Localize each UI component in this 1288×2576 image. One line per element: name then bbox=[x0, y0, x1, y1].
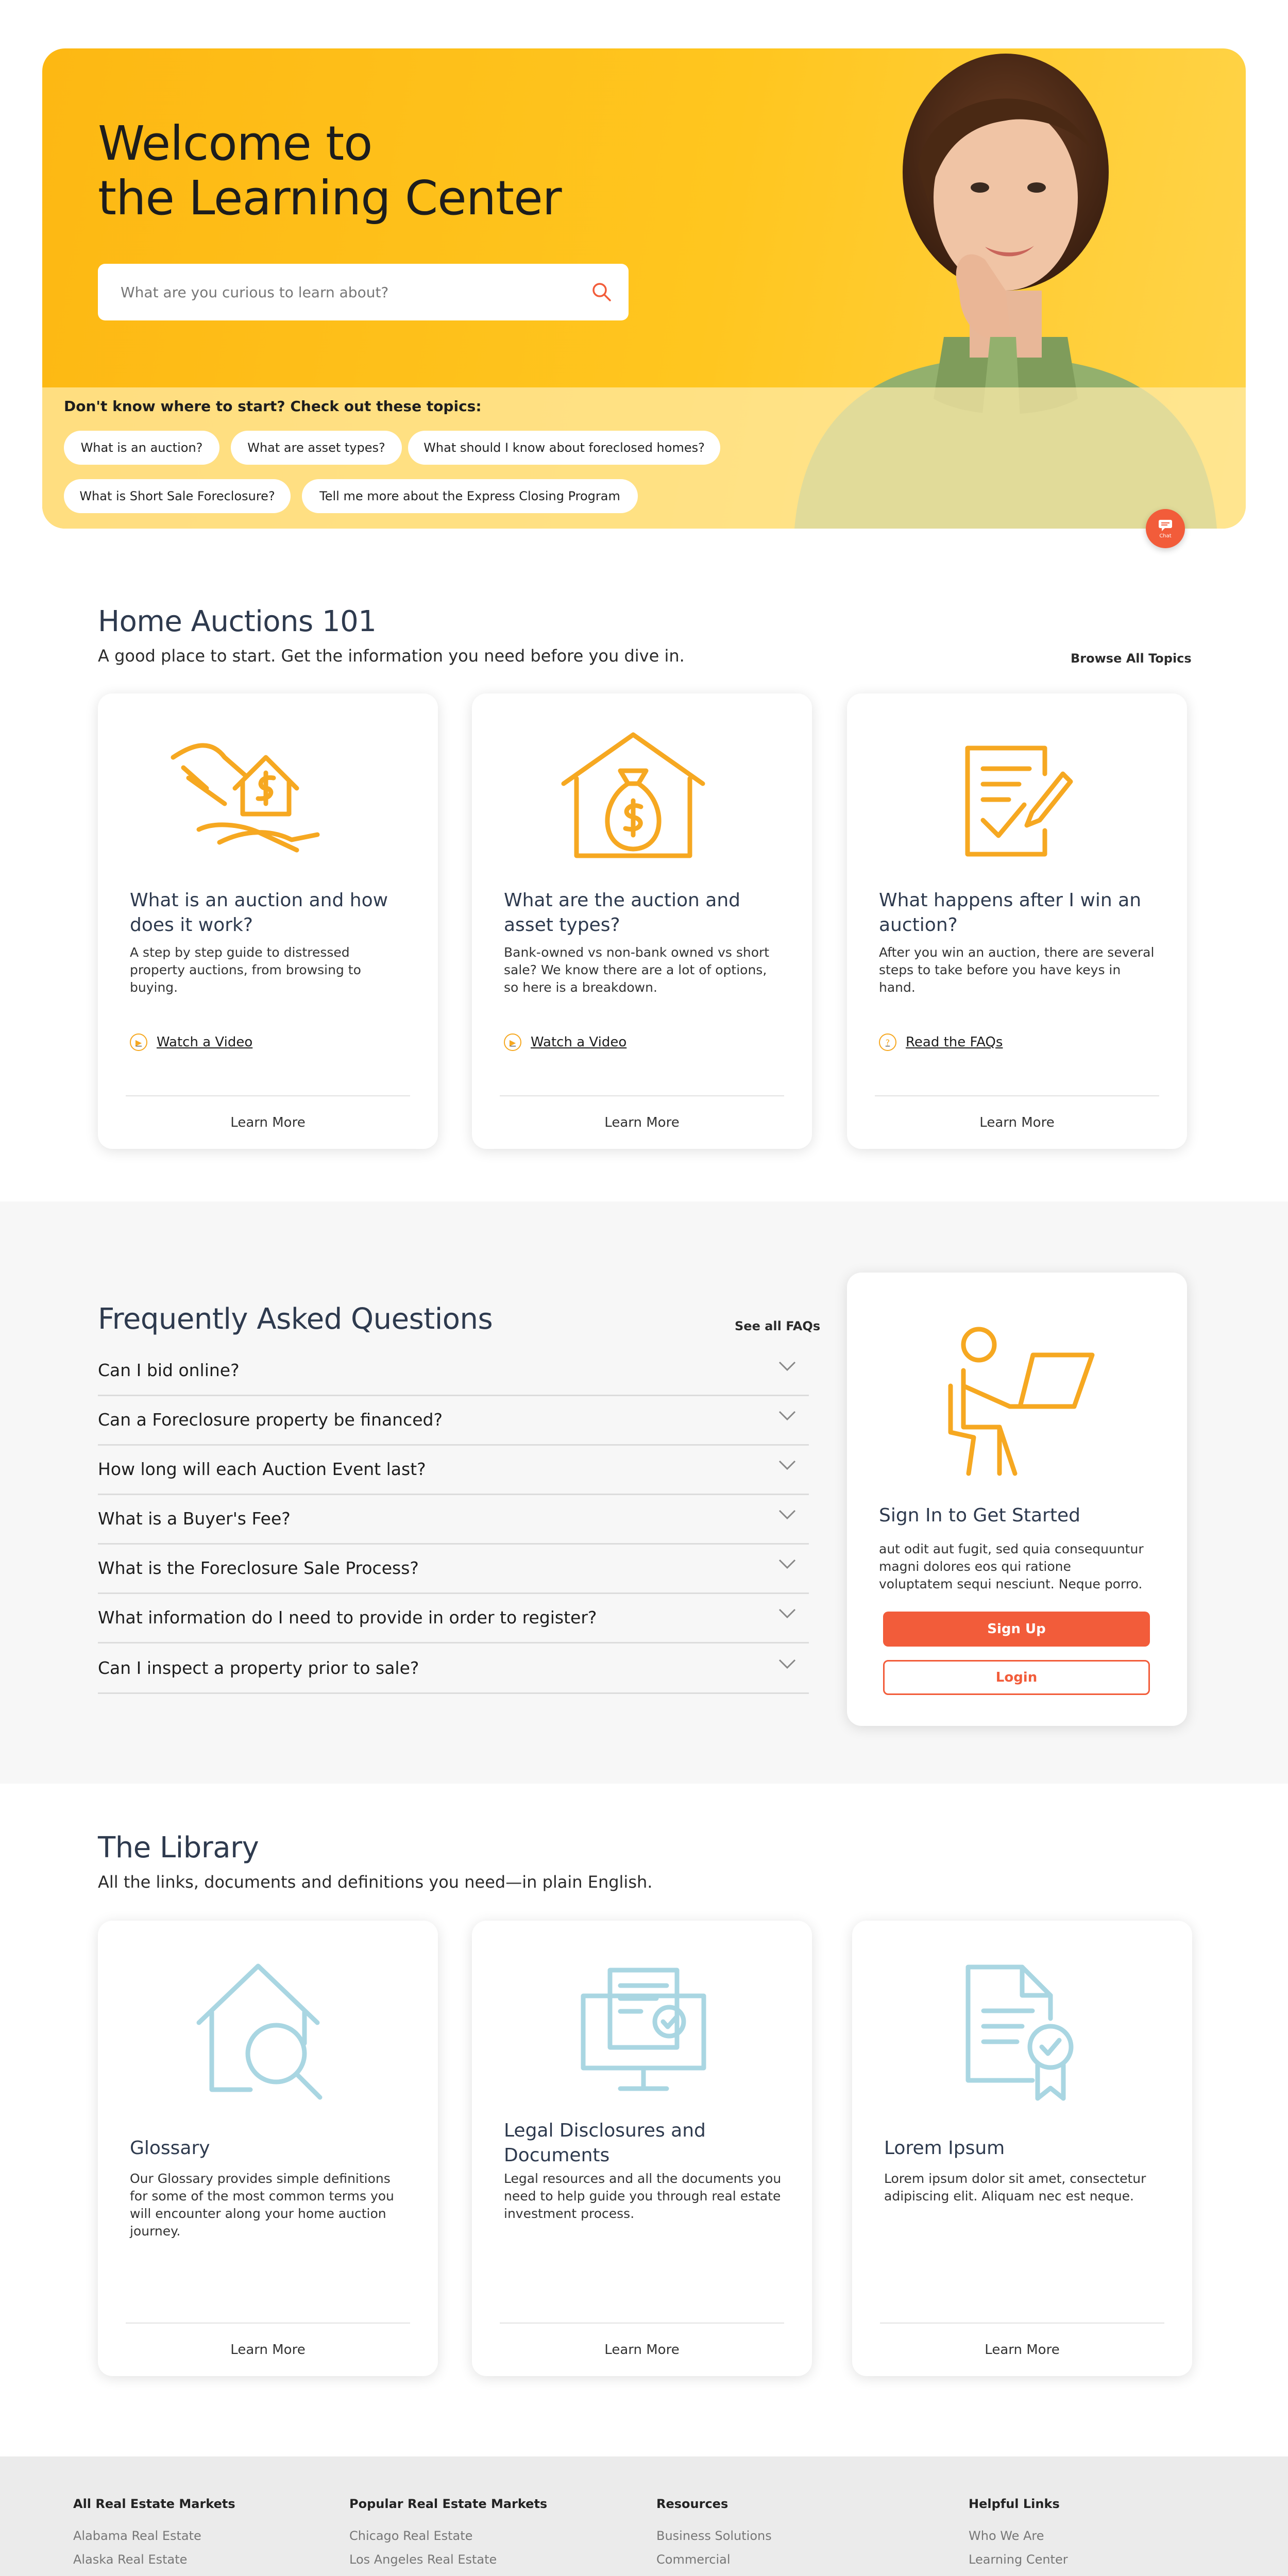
topic-pill-short-sale[interactable]: What is Short Sale Foreclosure? bbox=[64, 479, 291, 513]
card-title: What are the auction and asset types? bbox=[504, 890, 741, 936]
faq-item[interactable] bbox=[98, 1347, 809, 1396]
faq-question: How long will each Auction Event last? bbox=[98, 1459, 426, 1479]
card-divider bbox=[126, 1095, 410, 1096]
document-pen-icon bbox=[962, 743, 1076, 859]
question-icon: ? bbox=[879, 1033, 896, 1051]
footer-heading: All Real Estate Markets bbox=[73, 2497, 235, 2511]
watch-video-label: Watch a Video bbox=[157, 1035, 253, 1050]
auction-card-how-it-works[interactable] bbox=[98, 693, 438, 1149]
auction-card-after-win[interactable] bbox=[847, 693, 1187, 1149]
chevron-down-icon bbox=[778, 1360, 796, 1372]
footer-link[interactable]: Los Angeles Real Estate bbox=[349, 2552, 497, 2567]
watch-video-label: Watch a Video bbox=[531, 1035, 627, 1050]
card-divider bbox=[500, 1095, 784, 1096]
play-icon: ▶ bbox=[130, 1033, 147, 1051]
chevron-down-icon bbox=[778, 1410, 796, 1422]
sign-in-title: Sign In to Get Started bbox=[879, 1505, 1080, 1526]
card-body: After you win an auction, there are several steps to take before you have keys in hand. bbox=[879, 945, 1155, 995]
footer-link[interactable]: Chicago Real Estate bbox=[349, 2529, 473, 2543]
certificate-monitor-icon bbox=[579, 1965, 708, 2094]
library-card-lorem[interactable] bbox=[852, 1921, 1192, 2376]
library-subtitle: All the links, documents and definitions you need—in plain English. bbox=[98, 1872, 653, 1892]
library-card-glossary[interactable] bbox=[98, 1921, 438, 2376]
faq-question: What is a Buyer's Fee? bbox=[98, 1509, 291, 1529]
card-title: Legal Disclosures and Documents bbox=[504, 2120, 706, 2166]
faq-item[interactable] bbox=[98, 1446, 809, 1495]
house-money-bag-icon bbox=[558, 730, 708, 863]
chevron-down-icon bbox=[778, 1658, 796, 1670]
footer-heading: Resources bbox=[656, 2497, 728, 2511]
faq-question: Can a Foreclosure property be financed? bbox=[98, 1410, 443, 1430]
footer-link[interactable]: Alabama Real Estate bbox=[73, 2529, 201, 2543]
hero-title bbox=[98, 116, 562, 226]
card-body: Bank-owned vs non-bank owned vs short sale? We know there are a lot of options, so here is a breakdown. bbox=[504, 945, 770, 995]
card-body: Our Glossary provides simple definitions for some of the most common terms you will encounter along your home auction journey. bbox=[130, 2171, 394, 2239]
footer-link[interactable]: Learning Center bbox=[969, 2552, 1068, 2567]
watch-video-link[interactable] bbox=[504, 1033, 626, 1051]
chevron-down-icon bbox=[778, 1459, 796, 1471]
footer bbox=[0, 2456, 1288, 2576]
card-title: What is an auction and how does it work? bbox=[130, 890, 388, 936]
chevron-down-icon bbox=[778, 1558, 796, 1570]
hero-title-line-1: Welcome to bbox=[98, 116, 372, 171]
footer-link[interactable]: Commercial bbox=[656, 2552, 731, 2567]
card-title: Lorem Ipsum bbox=[884, 2138, 1005, 2159]
search-icon[interactable] bbox=[590, 281, 613, 303]
topic-pill-foreclosed-homes[interactable]: What should I know about foreclosed homes? bbox=[408, 431, 720, 465]
faq-question: Can I inspect a property prior to sale? bbox=[98, 1658, 419, 1678]
faq-question: What is the Foreclosure Sale Process? bbox=[98, 1558, 419, 1578]
chevron-down-icon bbox=[778, 1607, 796, 1620]
card-body: Legal resources and all the documents you need to help guide you through real estate investment process. bbox=[504, 2171, 782, 2221]
card-divider bbox=[126, 2323, 410, 2324]
person-laptop-icon bbox=[943, 1324, 1097, 1479]
faq-item[interactable] bbox=[98, 1396, 809, 1446]
play-icon: ▶ bbox=[504, 1033, 521, 1051]
watch-video-link[interactable] bbox=[130, 1033, 252, 1051]
learn-more-link[interactable]: Learn More bbox=[979, 1115, 1055, 1130]
sign-in-body: aut odit aut fugit, sed quia consequuntur magni dolores eos qui ratione voluptatem sequi nesciunt. Neque porro. bbox=[879, 1541, 1144, 1591]
login-button[interactable]: Login bbox=[883, 1660, 1150, 1695]
card-title: Glossary bbox=[130, 2138, 210, 2159]
learn-more-link[interactable]: Learn More bbox=[230, 1115, 306, 1130]
faq-question: Can I bid online? bbox=[98, 1360, 240, 1380]
card-divider bbox=[880, 2323, 1164, 2324]
chat-icon bbox=[1158, 519, 1173, 532]
topics-title: Don't know where to start? Check out these topics: bbox=[64, 398, 482, 415]
footer-link[interactable]: Business Solutions bbox=[656, 2529, 772, 2543]
auctions-title: Home Auctions 101 bbox=[98, 605, 377, 638]
learn-more-link[interactable]: Learn More bbox=[985, 2342, 1060, 2358]
hand-house-dollar-icon bbox=[168, 726, 323, 866]
house-magnifier-icon bbox=[194, 1961, 328, 2100]
footer-heading: Popular Real Estate Markets bbox=[349, 2497, 548, 2511]
card-body: Lorem ipsum dolor sit amet, consectetur adipiscing elit. Aliquam nec est neque. bbox=[884, 2171, 1146, 2204]
search-input[interactable] bbox=[121, 284, 574, 301]
topic-pill-auction[interactable]: What is an auction? bbox=[64, 431, 219, 465]
faq-item[interactable] bbox=[98, 1495, 809, 1545]
card-title: What happens after I win an auction? bbox=[879, 890, 1142, 936]
footer-heading: Helpful Links bbox=[969, 2497, 1060, 2511]
auctions-subtitle: A good place to start. Get the information you need before you dive in. bbox=[98, 646, 685, 666]
library-card-legal[interactable] bbox=[472, 1921, 812, 2376]
faq-item[interactable] bbox=[98, 1645, 809, 1694]
search-box[interactable] bbox=[98, 264, 629, 320]
read-faqs-link[interactable] bbox=[879, 1033, 1003, 1051]
faq-title: Frequently Asked Questions bbox=[98, 1302, 493, 1336]
library-title: The Library bbox=[98, 1831, 259, 1865]
topic-pill-asset-types[interactable]: What are asset types? bbox=[231, 431, 402, 465]
learn-more-link[interactable]: Learn More bbox=[604, 1115, 680, 1130]
card-body: A step by step guide to distressed property auctions, from browsing to buying. bbox=[130, 945, 361, 995]
certificate-ribbon-icon bbox=[960, 1962, 1084, 2101]
topic-pill-express-closing[interactable]: Tell me more about the Express Closing Program bbox=[302, 479, 638, 513]
chevron-down-icon bbox=[778, 1509, 796, 1521]
faq-item[interactable] bbox=[98, 1594, 809, 1643]
browse-all-topics-link[interactable]: Browse All Topics bbox=[1071, 651, 1192, 666]
sign-in-card bbox=[847, 1273, 1187, 1726]
card-divider bbox=[500, 2323, 784, 2324]
faq-item[interactable] bbox=[98, 1545, 809, 1594]
auction-card-asset-types[interactable] bbox=[472, 693, 812, 1149]
chat-label: Chat bbox=[1159, 533, 1172, 539]
chat-button[interactable] bbox=[1146, 509, 1185, 548]
learn-more-link[interactable]: Learn More bbox=[604, 2342, 680, 2358]
footer-link[interactable]: Who We Are bbox=[969, 2529, 1044, 2543]
hero-title-line-2: the Learning Center bbox=[98, 171, 562, 226]
hero-banner bbox=[42, 48, 1246, 529]
learn-more-link[interactable]: Learn More bbox=[230, 2342, 306, 2358]
read-faqs-label: Read the FAQs bbox=[906, 1035, 1003, 1050]
see-all-faqs-link[interactable]: See all FAQs bbox=[735, 1319, 821, 1333]
card-divider bbox=[875, 1095, 1159, 1096]
sign-up-button[interactable]: Sign Up bbox=[883, 1612, 1150, 1647]
faq-question: What information do I need to provide in order to register? bbox=[98, 1607, 597, 1628]
footer-link[interactable]: Alaska Real Estate bbox=[73, 2552, 188, 2567]
